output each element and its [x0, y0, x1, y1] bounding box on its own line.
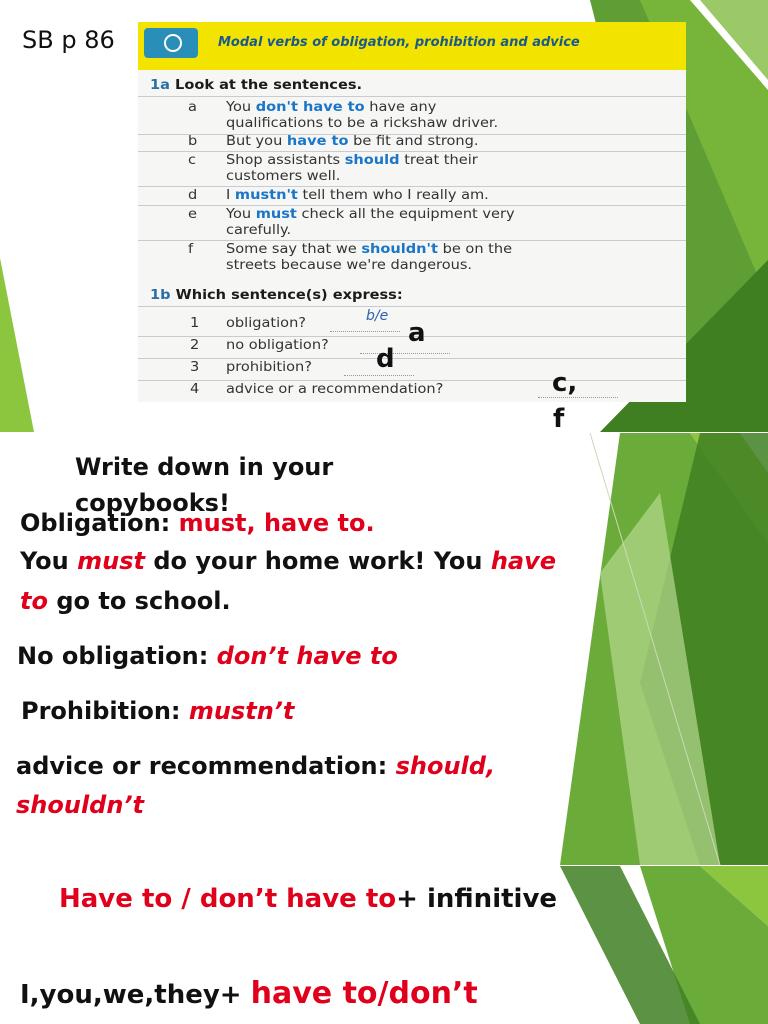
sentence-f: f	[188, 242, 194, 257]
slide-1	[0, 0, 768, 432]
sentence-b: b	[188, 134, 198, 149]
sentence-a: a	[188, 100, 197, 115]
sentence-a-line2: qualifications to be a rickshaw driver.	[226, 116, 499, 131]
answer-cf-line1: c,	[552, 368, 578, 398]
answer-d: d	[376, 344, 395, 374]
rule-line: I,you,we,they+ have to/don’t	[20, 976, 478, 1011]
slide-2	[0, 433, 768, 865]
sentence-c-line2: customers well.	[226, 169, 341, 184]
question-4-number: 4	[190, 382, 200, 397]
sentence-b-text: But you have to be fit and strong.	[226, 134, 479, 149]
answer-cf-line2: f	[553, 404, 565, 432]
question-1-text: obligation?	[226, 316, 307, 331]
obligation-row: Obligation: must, have to.	[20, 509, 375, 537]
page-reference: SB p 86	[22, 26, 115, 54]
sentence-e: e	[188, 207, 197, 222]
sentence-d: d	[188, 188, 198, 203]
rule-title: Have to / don’t have to+ infinitive	[59, 884, 558, 914]
advice-row-line1: advice or recommendation: should,	[16, 752, 496, 780]
handwritten-answer: b/e	[366, 308, 389, 324]
sentence-f-line2: streets because we're dangerous.	[226, 258, 473, 273]
prohibition-row: Prohibition: mustn’t	[21, 697, 295, 725]
slide-3	[0, 866, 768, 1024]
sentence-c: c	[188, 153, 197, 168]
section-icon	[144, 28, 198, 58]
instruction-line2: copybooks!	[75, 489, 230, 517]
exercise-1b-heading: 1b Which sentence(s) express:	[150, 288, 403, 303]
obligation-example-line2: to go to school.	[20, 587, 231, 615]
no-obligation-row: No obligation: don’t have to	[17, 642, 398, 670]
answer-a: a	[408, 318, 426, 348]
exercise-header-title: Modal verbs of obligation, prohibition and advice	[218, 35, 580, 50]
exercise-1a-heading: 1a Look at the sentences.	[150, 78, 363, 93]
advice-row-line2: shouldn’t	[16, 791, 145, 819]
question-3-text: prohibition?	[226, 360, 312, 375]
sentence-d-text: I mustn't tell them who I really am.	[226, 188, 489, 203]
question-4-text: advice or a recommendation?	[226, 382, 444, 397]
sentence-c-text: Shop assistants should treat their	[226, 153, 478, 168]
question-2-text: no obligation?	[226, 338, 329, 353]
sentence-e-line2: carefully.	[226, 223, 292, 238]
sentence-f-text: Some say that we shouldn't be on the	[226, 242, 513, 257]
question-1-number: 1	[190, 316, 200, 331]
obligation-example-line1: You must do your home work! You have	[20, 547, 557, 575]
sentence-e-text: You must check all the equipment very	[226, 207, 515, 222]
instruction-line1: Write down in your	[75, 453, 334, 481]
sentence-a-text: You don't have to have any	[226, 100, 437, 115]
question-3-number: 3	[190, 360, 200, 375]
question-2-number: 2	[190, 338, 200, 353]
